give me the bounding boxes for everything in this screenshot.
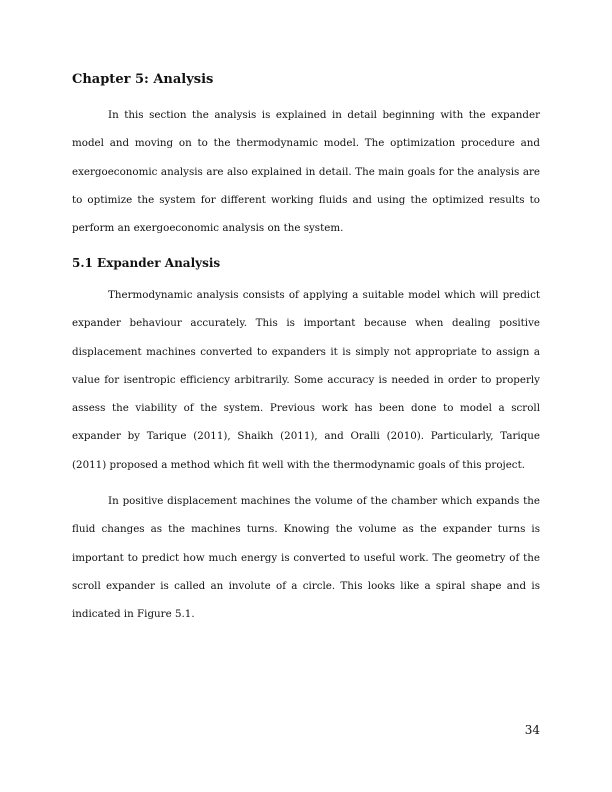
expander-paragraph-2: In positive displacement machines the volume of the chamber which expands the fluid changes as the machines turns. Knowing the volume as the expander turns is important to predict how much energy is converted to useful work. The geometry of the scroll expander is called an involute of a circle. This looks like a spiral shape and is indicated in Figure 5.1. xyxy=(72,495,540,621)
section-heading: 5.1 Expander Analysis xyxy=(72,256,221,270)
chapter-heading: Chapter 5: Analysis xyxy=(72,72,214,87)
page-number: 34 xyxy=(524,723,540,737)
expander-paragraph-1: Thermodynamic analysis consists of applying a suitable model which will predict expander behaviour accurately. This is important because when dealing positive displacement machines converted to expanders it is simply not appropriate to assign a value for isentropic efficiency arbitrarily. Some accuracy is needed in order to properly assess the viability of the system. Previous work has been done to model a scroll expander by Tarique (2011), Shaikh (2011), and Oralli (2010). Particularly, Tarique (2011) proposed a method which fit well with the thermodynamic goals of this project. xyxy=(72,289,540,471)
intro-paragraph: In this section the analysis is explained in detail beginning with the expander model and moving on to the thermodynamic model. The optimization procedure and exergoeconomic analysis are also explained in detail. The main goals for the analysis are to optimize the system for different working fluids and using the optimized results to perform an exergoeconomic analysis on the system. xyxy=(72,109,540,235)
